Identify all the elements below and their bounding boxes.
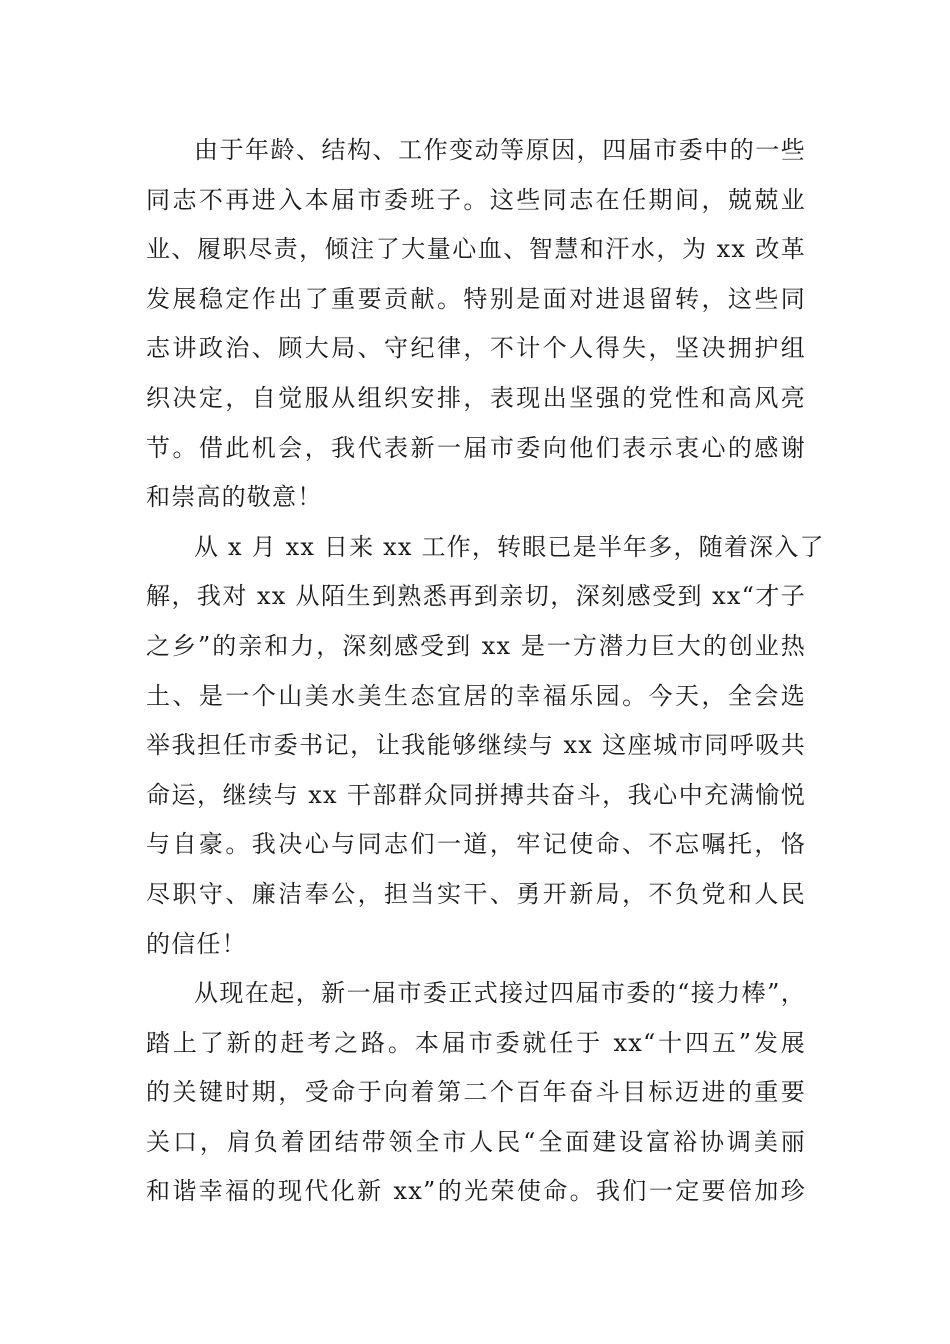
paragraph-1-line-7: 节。借此机会，我代表新一届市委向他们表示衷心的感谢: [146, 433, 806, 462]
paragraph-3-line-1: 从现在起，新一届市委正式接过四届市委的“接力棒”，: [194, 979, 806, 1008]
paragraph-3-line-5: 和谐幸福的现代化新 xx”的光荣使命。我们一定要倍加珍: [146, 1177, 806, 1206]
paragraph-1-line-5: 志讲政治、顾大局、守纪律，不计个人得失，坚决拥护组: [146, 334, 806, 363]
paragraph-2-line-6: 命运，继续与 xx 干部群众同拼搏共奋斗，我心中充满愉悦: [146, 780, 806, 809]
paragraph-2-line-3: 之乡”的亲和力，深刻感受到 xx 是一方潜力巨大的创业热: [146, 631, 806, 660]
paragraph-3-line-3: 的关键时期，受命于向着第二个百年奋斗目标迈进的重要: [146, 1078, 806, 1107]
paragraph-2-line-2: 解，我对 xx 从陌生到熟悉再到亲切，深刻感受到 xx“才子: [146, 582, 806, 611]
paragraph-3-line-2: 踏上了新的赶考之路。本届市委就任于 xx“十四五”发展: [146, 1028, 806, 1057]
paragraph-2-line-9: 的信任！: [146, 929, 247, 958]
paragraph-2-line-8: 尽职守、廉洁奉公，担当实干、勇开新局，不负党和人民: [146, 879, 806, 908]
paragraph-1-line-2: 同志不再进入本届市委班子。这些同志在任期间，兢兢业: [146, 185, 806, 214]
paragraph-1-line-3: 业、履职尽责，倾注了大量心血、智慧和汗水，为 xx 改革: [146, 235, 806, 264]
paragraph-1-line-6: 织决定，自觉服从组织安排，表现出坚强的党性和高风亮: [146, 383, 806, 412]
paragraph-1-line-1: 由于年龄、结构、工作变动等原因，四届市委中的一些: [194, 136, 806, 164]
paragraph-1-line-4: 发展稳定作出了重要贡献。特别是面对进退留转，这些同: [146, 284, 806, 313]
document-body: [146, 126, 825, 1217]
paragraph-2-line-5: 举我担任市委书记，让我能够继续与 xx 这座城市同呼吸共: [146, 731, 806, 760]
paragraph-3-line-4: 关口，肩负着团结带领全市人民“全面建设富裕协调美丽: [146, 1127, 806, 1156]
paragraph-2-line-7: 与自豪。我决心与同志们一道，牢记使命、不忘嘱托，恪: [146, 830, 806, 859]
paragraph-2-line-4: 土、是一个山美水美生态宜居的幸福乐园。今天，全会选: [146, 681, 806, 710]
paragraph-2-line-1: 从 x 月 xx 日来 xx 工作，转眼已是半年多，随着深入了: [194, 532, 825, 561]
paragraph-1-line-8: 和崇高的敬意！: [146, 483, 323, 512]
